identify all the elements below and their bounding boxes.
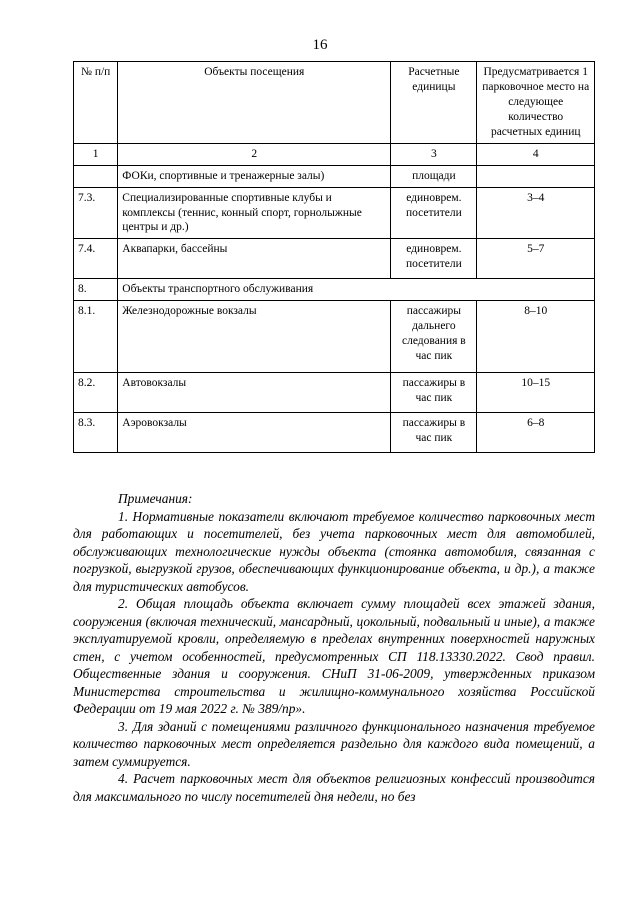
table-row	[74, 165, 595, 187]
parking-norms-table	[73, 61, 595, 453]
col-num-2: 2	[118, 143, 391, 165]
row-num: 8.	[74, 279, 118, 301]
row-object: ФОКи, спортивные и тренажерные залы)	[118, 165, 391, 187]
note-item: 4. Расчет парковочных мест для объектов религиозных конфессий производится для максимального по числу посетителей дня недели, но без	[73, 771, 595, 804]
row-num: 7.3.	[74, 187, 118, 239]
header-value: Предусматривается 1 парковочное место на следующее количество расчетных единиц	[477, 62, 595, 144]
table-row	[74, 279, 595, 301]
notes-title: Примечания:	[118, 491, 193, 506]
page-number: 16	[312, 37, 328, 53]
table-row	[74, 239, 595, 279]
numbering-row	[74, 143, 595, 165]
note-item: 3. Для зданий с помещениями различного функционального назначения требуемое количество парковочных мест определяется раздельно для каждого вида помещений, а затем суммируется.	[73, 718, 595, 769]
row-value: 5–7	[477, 239, 595, 279]
row-unit: пассажиры в час пик	[391, 413, 477, 453]
row-value: 3–4	[477, 187, 595, 239]
table-row	[74, 413, 595, 453]
header-num: № п/п	[74, 62, 118, 144]
row-object: Аэровокзалы	[118, 413, 391, 453]
table-row	[74, 373, 595, 413]
row-num: 8.3.	[74, 413, 118, 453]
row-object: Объекты транспортного обслуживания	[118, 279, 595, 301]
col-num-1: 1	[74, 143, 118, 165]
row-unit: пассажиры в час пик	[391, 373, 477, 413]
row-value	[477, 165, 595, 187]
col-num-3: 3	[391, 143, 477, 165]
header-unit: Расчетные единицы	[391, 62, 477, 144]
row-object: Автовокзалы	[118, 373, 391, 413]
row-value: 8–10	[477, 301, 595, 373]
row-object: Железнодорожные вокзалы	[118, 301, 391, 373]
row-object: Аквапарки, бассейны	[118, 239, 391, 279]
header-object: Объекты посещения	[118, 62, 391, 144]
row-unit: единоврем. посетители	[391, 187, 477, 239]
row-num	[74, 165, 118, 187]
row-unit: единоврем. посетители	[391, 239, 477, 279]
row-num: 7.4.	[74, 239, 118, 279]
table-header-row	[74, 62, 595, 144]
row-unit: площади	[391, 165, 477, 187]
note-item: 2. Общая площадь объекта включает сумму площадей всех этажей здания, сооружения (включая технический, мансардный, цокольный, подвальный и иные), а также эксплуатируемой кровли, определяемую в пределах внутренних поверхностей наружных стен, с учетом особенностей, предусмотренных СП 118.13330.2022. Свод правил. Общественные здания и сооружения. СНиП 31-06-2009, утвержденных приказом Министерства строительства и жилищно-коммунального хозяйства Российской Федерации от 19 мая 2022 г. № 389/пр».	[73, 596, 595, 716]
row-value: 6–8	[477, 413, 595, 453]
row-num: 8.2.	[74, 373, 118, 413]
notes-section	[73, 490, 595, 805]
row-unit: пассажиры дальнего следования в час пик	[391, 301, 477, 373]
table-row	[74, 301, 595, 373]
note-item: 1. Нормативные показатели включают требуемое количество парковочных мест для работающих и посетителей, без учета парковочных мест для автомобилей, обслуживающих технологические нужды объекта (стоянка автомобиля, связанная с погрузкой, выгрузкой грузов, обеспечивающих функционирование объекта, и др.), а также для туристических автобусов.	[73, 508, 595, 594]
row-value: 10–15	[477, 373, 595, 413]
table-row	[74, 187, 595, 239]
row-object: Специализированные спортивные клубы и комплексы (теннис, конный спорт, горнолыжные центры и др.)	[118, 187, 391, 239]
row-num: 8.1.	[74, 301, 118, 373]
col-num-4: 4	[477, 143, 595, 165]
